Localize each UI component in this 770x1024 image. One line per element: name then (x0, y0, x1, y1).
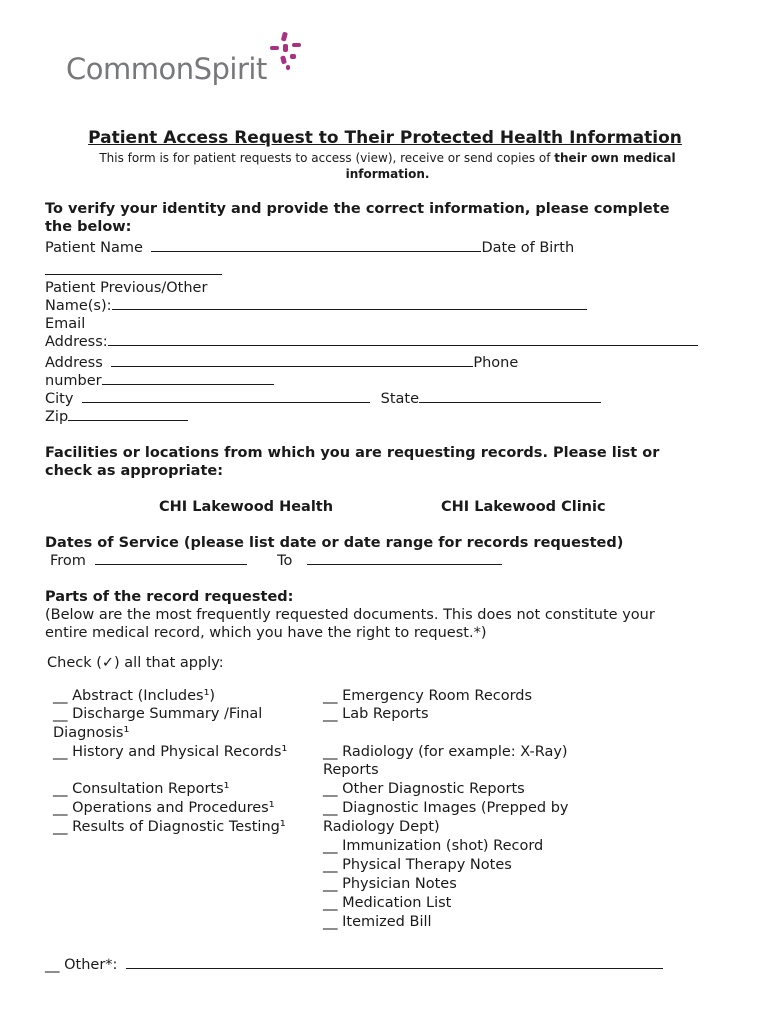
city-field[interactable] (82, 390, 370, 403)
other-label: __ Other*: (45, 957, 118, 973)
option-medication-list[interactable]: __ Medication List (323, 895, 452, 911)
phone-label: Phone (473, 355, 519, 371)
option-diagnostic-images[interactable]: __ Diagnostic Images (Prepped by (323, 800, 569, 816)
from-date-field[interactable] (95, 552, 247, 565)
option-physical-therapy[interactable]: __ Physical Therapy Notes (323, 857, 512, 873)
parts-note: (Below are the most frequently requested documents. This does not constitute your (45, 607, 655, 623)
email-field[interactable] (108, 333, 698, 346)
option-other-diagnostic[interactable]: __ Other Diagnostic Reports (323, 781, 525, 797)
option-discharge-summary-cont: Diagnosis¹ (53, 725, 130, 741)
phone-label-cont: number (45, 373, 102, 389)
zip-field[interactable] (68, 408, 188, 421)
other-field[interactable] (126, 956, 663, 969)
facilities-heading-cont: check as appropriate: (45, 463, 224, 479)
option-physician-notes[interactable]: __ Physician Notes (323, 876, 457, 892)
previous-name-label-cont: Name(s): (45, 298, 112, 314)
previous-name-field[interactable] (112, 297, 587, 310)
option-emergency-room[interactable]: __ Emergency Room Records (323, 688, 533, 704)
option-immunization[interactable]: __ Immunization (shot) Record (323, 838, 544, 854)
address-row (45, 354, 518, 372)
from-label: From (50, 553, 86, 569)
logo-mark-icon (268, 32, 304, 72)
facilities-heading: Facilities or locations from which you are requesting records. Please list or (45, 445, 660, 461)
dob-label: Date of Birth (481, 240, 575, 256)
option-history-physical[interactable]: __ History and Physical Records¹ (53, 744, 288, 760)
option-abstract[interactable]: __ Abstract (Includes¹) (53, 688, 216, 704)
form-title: Patient Access Request to Their Protected Health Information (88, 128, 682, 148)
dates-row (50, 552, 502, 570)
address-label: Address (45, 355, 103, 371)
email-label: Email (45, 316, 86, 332)
city-state-row (45, 390, 601, 408)
option-operations-procedures[interactable]: __ Operations and Procedures¹ (53, 800, 275, 816)
to-label: To (277, 553, 293, 569)
zip-label: Zip (45, 409, 69, 425)
option-discharge-summary[interactable]: __ Discharge Summary /Final (53, 706, 263, 722)
option-diagnostic-testing[interactable]: __ Results of Diagnostic Testing¹ (53, 819, 286, 835)
facility-chi-lakewood-clinic[interactable]: CHI Lakewood Clinic (441, 499, 606, 515)
parts-heading: Parts of the record requested: (45, 589, 294, 605)
option-itemized-bill[interactable]: __ Itemized Bill (323, 914, 432, 930)
option-consultation-reports[interactable]: __ Consultation Reports¹ (53, 781, 230, 797)
form-subtitle: This form is for patient requests to access (view), receive or send copies of their own medical information. (99, 151, 676, 181)
facility-chi-lakewood-health[interactable]: CHI Lakewood Health (159, 499, 334, 515)
commonspirit-logo (66, 32, 306, 92)
patient-name-label: Patient Name (45, 240, 143, 256)
email-label-cont: Address: (45, 334, 108, 350)
email-row (45, 333, 698, 351)
option-radiology-cont: Reports (323, 762, 379, 778)
city-label: City (45, 391, 74, 407)
zip-row (45, 408, 188, 426)
parts-note-cont: entire medical record, which you have the right to request.*) (45, 625, 487, 641)
state-label: State (380, 391, 420, 407)
dob-field[interactable] (45, 262, 222, 275)
previous-name-row (45, 297, 587, 315)
identity-heading-cont: the below: (45, 219, 132, 235)
to-date-field[interactable] (307, 552, 502, 565)
state-field[interactable] (419, 390, 601, 403)
previous-name-label: Patient Previous/Other (45, 280, 208, 296)
option-diagnostic-images-cont: Radiology Dept) (323, 819, 440, 835)
logo-text: CommonSpirit (66, 52, 267, 86)
identity-heading: To verify your identity and provide the correct information, please complete (45, 201, 670, 217)
other-row (45, 956, 663, 974)
phone-row (45, 372, 274, 390)
dob-row (45, 262, 222, 280)
phone-field[interactable] (102, 372, 274, 385)
address-field[interactable] (111, 354, 473, 367)
check-all-instruction: Check (✓) all that apply: (47, 655, 224, 671)
patient-name-field[interactable] (151, 239, 481, 252)
option-lab-reports[interactable]: __ Lab Reports (323, 706, 429, 722)
dates-heading: Dates of Service (please list date or date range for records requested) (45, 535, 624, 551)
patient-name-row (45, 239, 574, 257)
option-radiology[interactable]: __ Radiology (for example: X-Ray) (323, 744, 568, 760)
